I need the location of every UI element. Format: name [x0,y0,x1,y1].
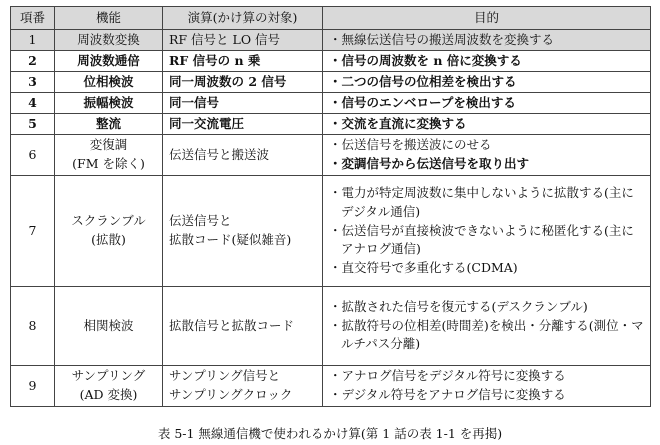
cell-purpose-line: ・信号のエンベロープを検出する [329,94,516,110]
cell-operation [163,93,323,114]
cell-function-line: 位相検波 [83,73,134,89]
cell-operation-line: RF 信号の n 乗 [169,52,261,68]
cell-operation-line: サンプリング信号と [169,368,281,384]
cell-purpose-line: ・交流を直流に変換する [329,115,467,131]
table-row [11,30,651,51]
cell-operation-line: サンプリングクロック [169,387,293,402]
table-row [11,72,651,93]
cell-no: 4 [11,93,55,114]
cell-no: 6 [11,135,55,176]
cell-operation-line: 同一信号 [169,94,220,110]
cell-purpose-line: ・二つの信号の位相差を検出する [329,73,517,89]
cell-function [55,114,163,135]
cell-purpose [323,30,651,51]
cell-purpose-line: ・デジタル符号をアナログ信号に変換する [329,387,566,402]
cell-purpose-line: ・直交符号で多重化する(CDMA) [329,260,518,276]
cell-purpose [323,93,651,114]
cell-function-line: 周波数逓倍 [77,52,140,68]
table-row [11,176,651,287]
cell-no: 9 [11,366,55,407]
cell-operation-line: 伝送信号と搬送波 [169,146,270,162]
table-body [11,30,651,407]
cell-purpose [323,287,651,366]
cell-operation [163,51,323,72]
table-row [11,287,651,366]
cell-function [55,287,163,366]
cell-function-line: スクランブル [71,213,146,229]
cell-purpose [323,114,651,135]
cell-no: 8 [11,287,55,366]
cell-function [55,176,163,287]
cell-function [55,135,163,176]
cell-purpose [323,72,651,93]
cell-function [55,72,163,93]
table-header-row [11,7,651,30]
header-purpose: 目的 [323,7,651,30]
cell-no: 3 [11,72,55,93]
cell-operation-line: 伝送信号と [169,213,232,229]
cell-operation [163,30,323,51]
cell-function [55,51,163,72]
cell-function-line: 周波数変換 [77,31,140,47]
cell-function [55,366,163,407]
cell-operation-line: 同一周波数の 2 信号 [169,73,287,89]
cell-no: 1 [11,30,55,51]
cell-purpose-line: ・伝送信号が直接検波できないように秘匿化する(主にアナログ通信) [329,222,634,257]
cell-function-line: 変復調 [89,137,128,153]
cell-function-line: 振幅検波 [83,94,134,110]
cell-purpose-line: ・無線伝送信号の搬送周波数を変換する [329,31,555,47]
cell-no: 2 [11,51,55,72]
cell-function-line: (FM を除く) [72,156,145,171]
cell-purpose [323,135,651,176]
cell-operation [163,366,323,407]
cell-operation [163,176,323,287]
cell-function [55,30,163,51]
cell-operation-line: 拡散信号と拡散コード [169,317,295,333]
cell-function-line: サンプリング [71,368,146,384]
header-no: 項番 [11,7,55,30]
cell-function-line: (AD 変換) [79,387,138,402]
cell-no: 7 [11,176,55,287]
cell-purpose-line: ・伝送信号を搬送波にのせる [329,137,492,153]
table-caption: 表 5-1 無線通信機で使われるかけ算(第 1 話の表 1-1 を再掲) [157,426,503,441]
cell-purpose-line: ・拡散符号の位相差(時間差)を検出・分離する(測位・マルチパス分離) [329,317,644,352]
cell-purpose [323,366,651,407]
cell-no: 5 [11,114,55,135]
multiplication-uses-table [10,6,651,407]
cell-function [55,93,163,114]
header-operation: 演算(かけ算の対象) [163,7,323,30]
cell-purpose-line: ・拡散された信号を復元する(デスクランブル) [329,298,588,314]
cell-operation [163,114,323,135]
cell-purpose [323,176,651,287]
cell-function-line: 整流 [95,115,121,131]
table-row [11,114,651,135]
cell-operation [163,135,323,176]
cell-operation [163,72,323,93]
cell-function-line: (拡散) [91,232,126,247]
cell-purpose [323,51,651,72]
table-row [11,366,651,407]
table-row [11,51,651,72]
cell-purpose-line: ・電力が特定周波数に集中しないように拡散する(主にデジタル通信) [329,185,634,219]
cell-purpose-line: ・アナログ信号をデジタル符号に変換する [329,368,566,384]
cell-function-line: 相関検波 [83,317,134,333]
cell-purpose-line: ・変調信号から伝送信号を取り出す [329,156,530,171]
header-function: 機能 [55,7,163,30]
cell-purpose-line: ・信号の周波数を n 倍に変換する [329,52,522,68]
table-row [11,135,651,176]
cell-operation [163,287,323,366]
cell-operation-line: 同一交流電圧 [169,115,245,131]
cell-operation-line: 拡散コード(疑似雑音) [169,232,292,247]
cell-operation-line: RF 信号と LO 信号 [169,31,281,47]
table-row [11,93,651,114]
